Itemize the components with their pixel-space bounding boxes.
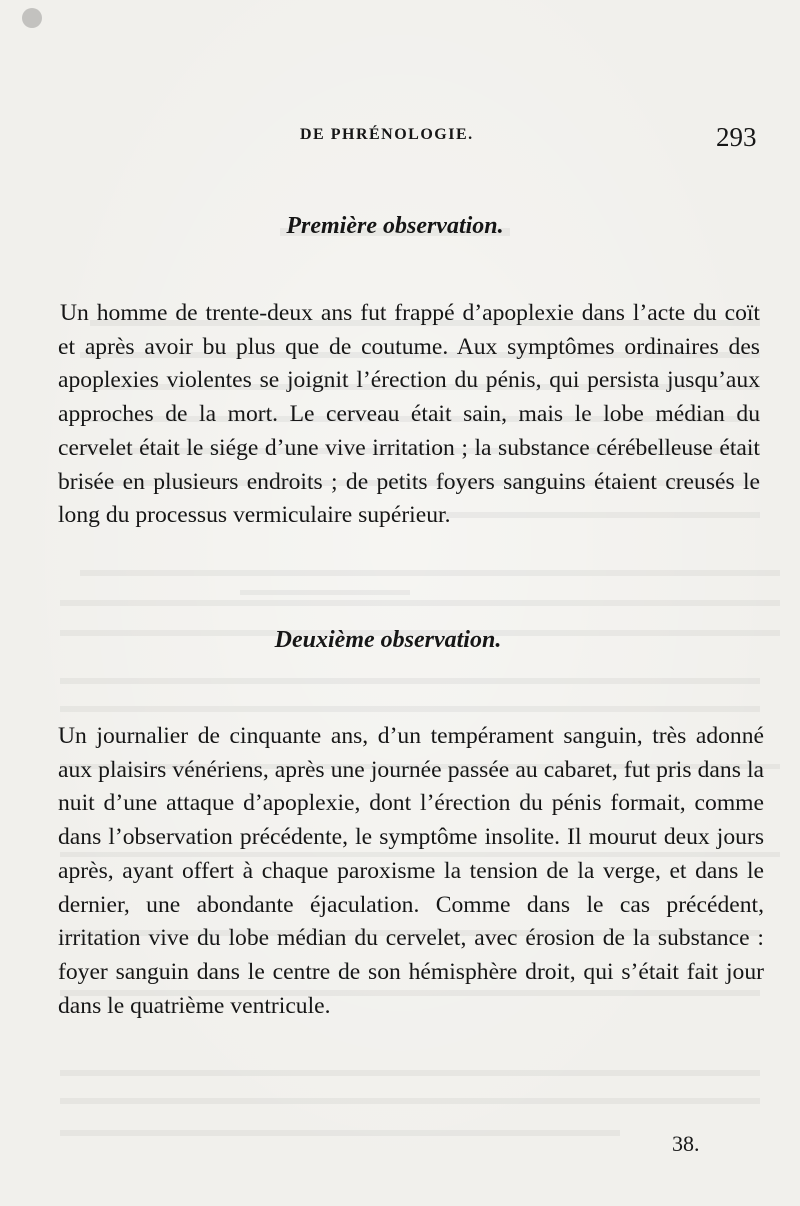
paragraph-second-observation: Un journalier de cinquante ans, d’un tempérament sanguin, très adonné aux plaisirs vénériens, après une journée passée au cabaret, fut pris dans la nuit d’une attaque d’apoplexie, dont l’érection du pénis formait, comme dans l’observation précédente, le symptôme insolite. Il mourut deux jours après, ayant offert à chaque paroxisme la tension de la verge, et dans le dernier, une abondante éjaculation. Comme dans le cas précédent, irritation vive du lobe médian du cervelet, avec érosion de la substance : foyer sanguin dans le centre de son hémisphère droit, qui s’était fait jour dans le quatrième ventricule.: [58, 723, 764, 1019]
section-title-second-observation: Deuxième observation.: [274, 627, 502, 653]
paragraph-first-observation: Un homme de trente-deux ans fut frappé d’apoplexie dans l’acte du coït et après avoir bu plus que de coutume. Aux symptômes ordinaires des apoplexies violentes se joignit l’érection du pénis, qui persista jusqu’aux approches de la mort. Le cerveau était sain, mais le lobe médian du cervelet était le siége d’une vive irritation ; la substance cérébelleuse était brisée en plusieurs endroits ; de petits foyers sanguins étaient creusés le long du processus vermiculaire supérieur.: [58, 300, 760, 529]
page-header: [0, 122, 800, 162]
page-number: 293: [716, 122, 757, 152]
signature-mark: 38.: [672, 1131, 700, 1156]
running-head: DE PHRÉNOLOGIE.: [300, 126, 474, 143]
section-title-first-observation: Première observation.: [286, 213, 504, 239]
